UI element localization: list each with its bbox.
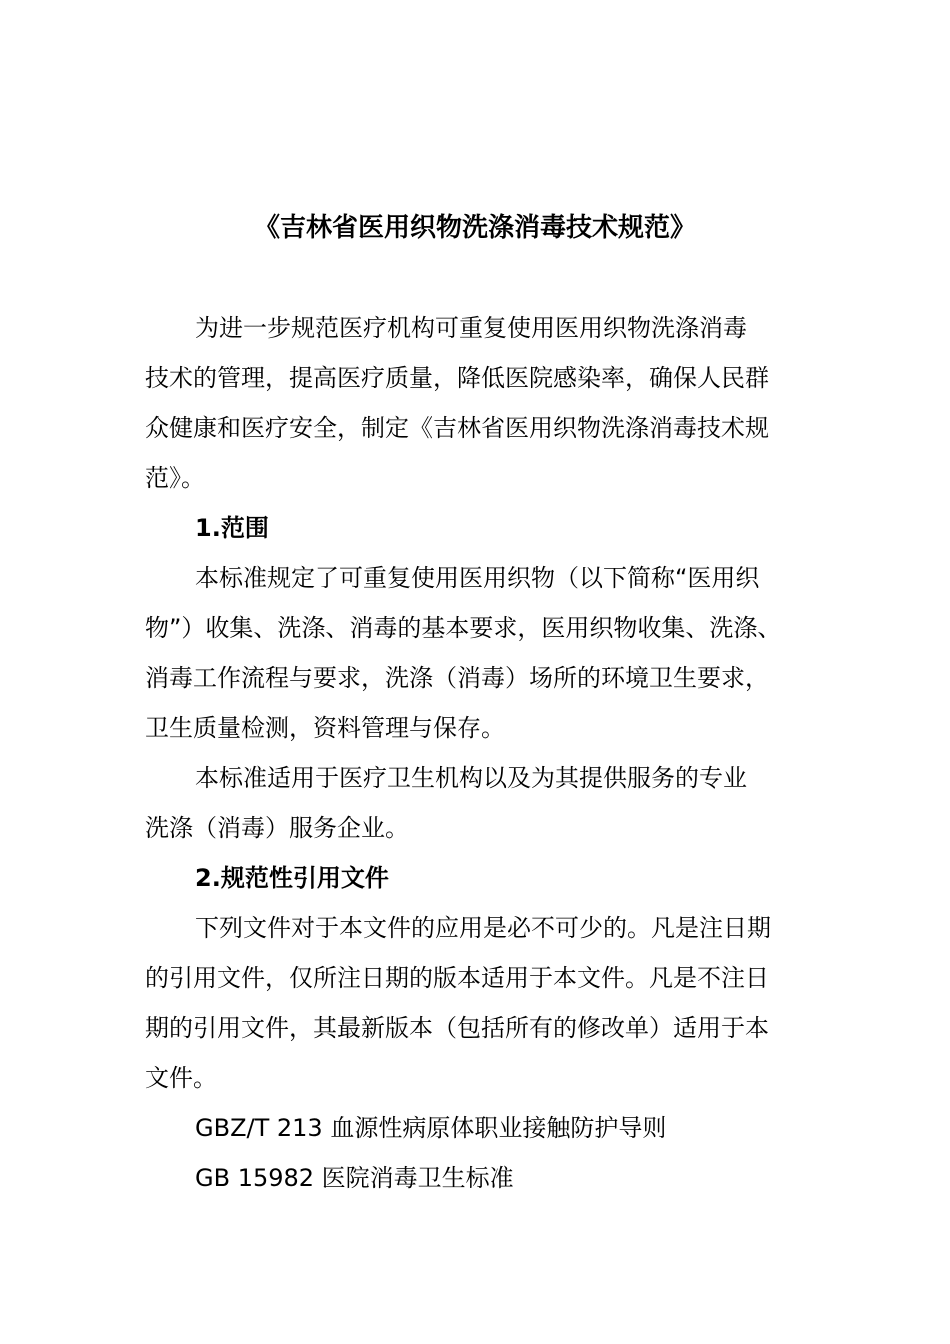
body-text-line: 众健康和医疗安全，制定《吉林省医用织物洗涤消毒技术规: [145, 414, 769, 442]
body-text-line: GBZ/T 213 血源性病原体职业接触防护导则: [195, 1114, 667, 1142]
body-text-line: 为进一步规范医疗机构可重复使用医用织物洗涤消毒: [195, 314, 747, 342]
body-text-line: 物”）收集、洗涤、消毒的基本要求，医用织物收集、洗涤、: [145, 614, 782, 642]
body-text-line: 期的引用文件，其最新版本（包括所有的修改单）适用于本: [145, 1014, 769, 1042]
body-text-line: 消毒工作流程与要求，洗涤（消毒）场所的环境卫生要求，: [145, 664, 769, 692]
body-text-line: 范》。: [145, 464, 205, 492]
body-text-line: 文件。: [145, 1064, 217, 1092]
body-text-line: 本标准适用于医疗卫生机构以及为其提供服务的专业: [195, 764, 747, 792]
body-text-line: GB 15982 医院消毒卫生标准: [195, 1164, 514, 1192]
body-text-line: 的引用文件，仅所注日期的版本适用于本文件。凡是不注日: [145, 964, 769, 992]
body-text-line: 卫生质量检测，资料管理与保存。: [145, 714, 505, 742]
body-text-line: 本标准规定了可重复使用医用织物（以下简称“医用织: [195, 564, 760, 592]
document-body: [145, 303, 845, 1203]
section-heading: 1.范围: [195, 514, 269, 542]
body-text-line: 技术的管理，提高医疗质量，降低医院感染率，确保人民群: [145, 364, 769, 392]
body-text-line: 下列文件对于本文件的应用是必不可少的。凡是注日期: [195, 914, 771, 942]
section-heading: 2.规范性引用文件: [195, 864, 389, 892]
document-title: 《吉林省医用织物洗涤消毒技术规范》: [253, 213, 696, 243]
body-text-line: 洗涤（消毒）服务企业。: [145, 814, 409, 842]
